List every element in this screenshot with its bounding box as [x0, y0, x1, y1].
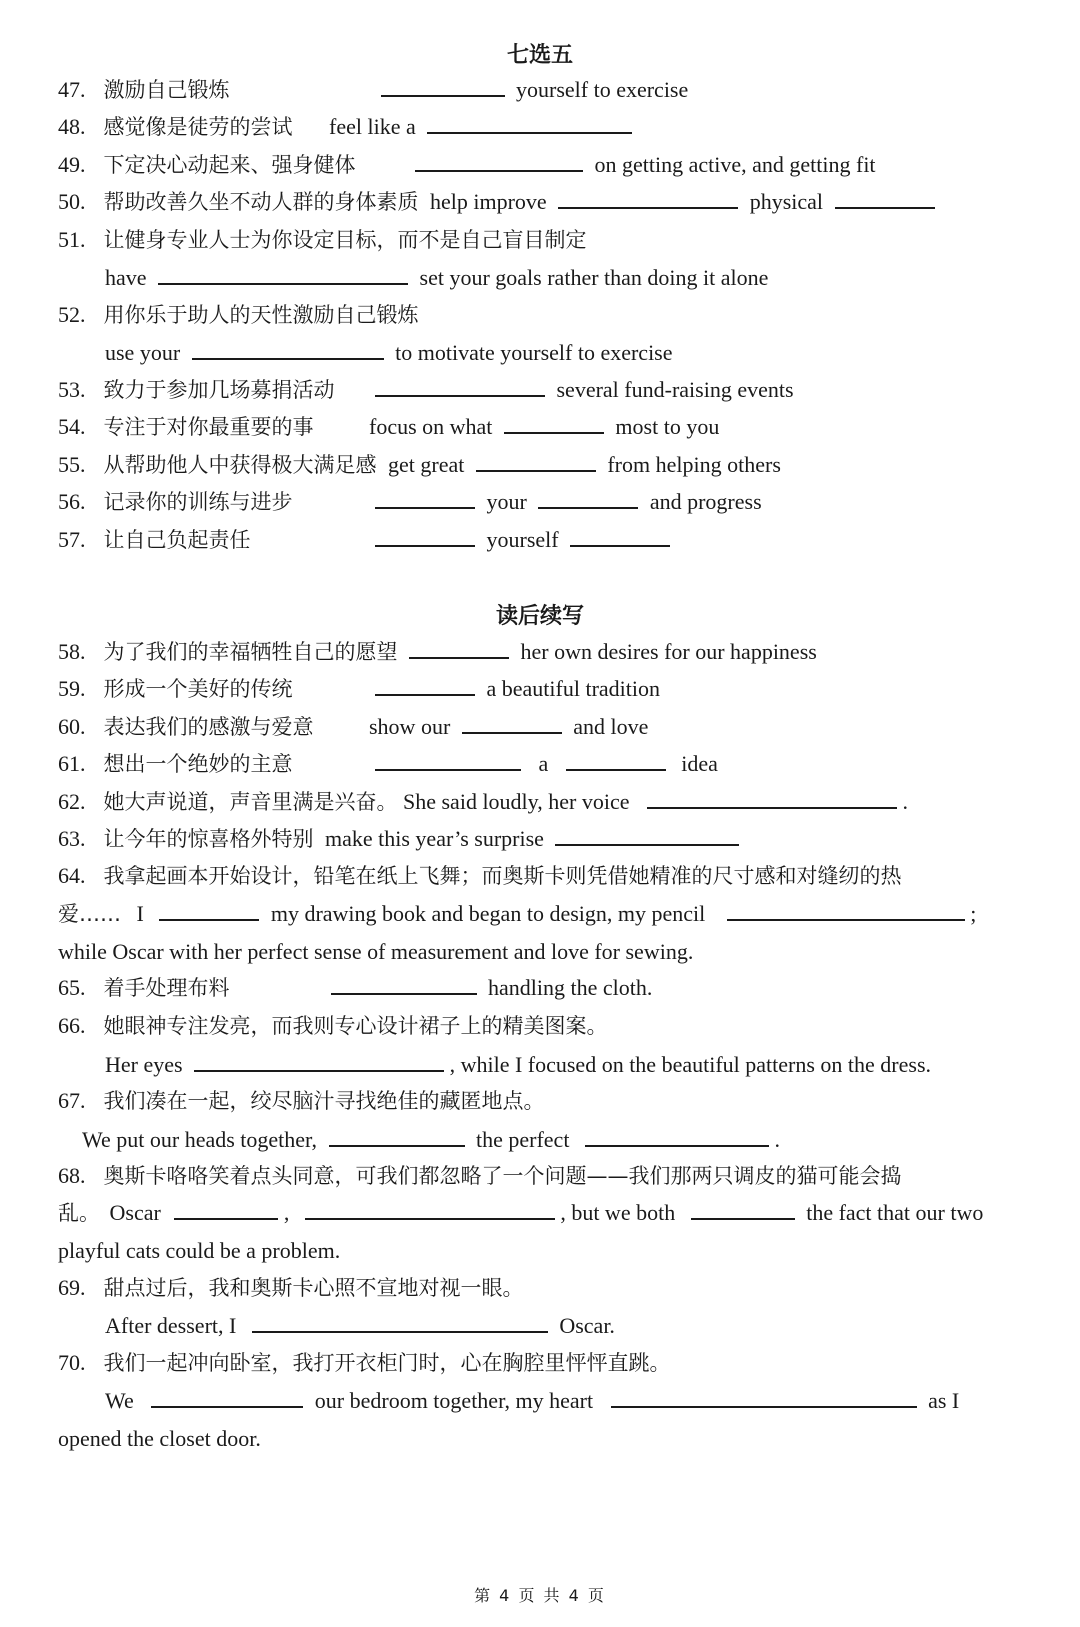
- item-48: 48. 感觉像是徒劳的尝试 feel like a: [58, 112, 1010, 142]
- item-66-answer: Her eyes , while I focused on the beautiful patterns on the dress.: [105, 1052, 931, 1077]
- item-57: 57. 让自己负起责任 yourself: [58, 525, 1010, 555]
- item-68-answer: 乱。 Oscar , , but we both the fact that our two: [58, 1200, 984, 1225]
- answer-blank[interactable]: [305, 1198, 555, 1220]
- item-66: 66. 她眼神专注发亮，而我则专心设计裙子上的精美图案。: [58, 1013, 608, 1038]
- item-52: 52. 用你乐于助人的天性激励自己锻炼: [58, 302, 419, 327]
- item-69: 69. 甜点过后，我和奥斯卡心照不宣地对视一眼。: [58, 1275, 524, 1300]
- answer-blank[interactable]: [174, 1198, 278, 1220]
- answer-blank[interactable]: [375, 487, 475, 509]
- section-title-seven-choose-five: 七选五: [506, 43, 573, 68]
- item-67: 67. 我们凑在一起，绞尽脑汁寻找绝佳的藏匿地点。: [58, 1088, 545, 1113]
- answer-blank[interactable]: [375, 525, 475, 547]
- page-footer: 第 4 页 共 4 页: [474, 1586, 606, 1605]
- item-55: 55. 从帮助他人中获得极大满足感 get great from helping others: [58, 452, 781, 477]
- item-64-answer: 爱…… I my drawing book and began to design, my pencil ;: [58, 901, 977, 926]
- answer-blank[interactable]: [329, 1125, 465, 1147]
- section-title-continuation-writing: 读后续写: [495, 604, 584, 629]
- item-62: 62. 她大声说道，声音里满是兴奋。 She said loudly, her voice .: [58, 789, 908, 814]
- answer-blank[interactable]: [375, 375, 545, 397]
- item-49: 49. 下定决心动起来、强身健体 on getting active, and getting fit: [58, 152, 876, 177]
- answer-blank[interactable]: [415, 150, 583, 172]
- answer-blank[interactable]: [427, 112, 632, 134]
- answer-blank[interactable]: [538, 487, 638, 509]
- answer-blank[interactable]: [647, 787, 897, 809]
- item-65: 65. 着手处理布料 handling the cloth.: [58, 975, 653, 1000]
- answer-blank[interactable]: [381, 75, 505, 97]
- answer-blank[interactable]: [462, 712, 562, 734]
- answer-blank[interactable]: [835, 187, 935, 209]
- answer-blank[interactable]: [331, 973, 477, 995]
- item-63: 63. 让今年的惊喜格外特别 make this year’s surprise: [58, 824, 1010, 854]
- answer-blank[interactable]: [570, 525, 670, 547]
- answer-blank[interactable]: [158, 263, 408, 285]
- answer-blank[interactable]: [691, 1198, 795, 1220]
- item-67-answer: We put our heads together, the perfect .: [82, 1127, 780, 1152]
- answer-blank[interactable]: [558, 187, 738, 209]
- item-56: 56. 记录你的训练与进步 your and progress: [58, 489, 762, 514]
- answer-blank[interactable]: [476, 450, 596, 472]
- item-51: 51. 让健身专业人士为你设定目标，而不是自己盲目制定: [58, 227, 587, 252]
- answer-blank[interactable]: [504, 412, 604, 434]
- item-47: 47. 激励自己锻炼 yourself to exercise: [58, 77, 689, 102]
- item-60: 60. 表达我们的感激与爱意 show our and love: [58, 714, 649, 739]
- answer-blank[interactable]: [194, 1050, 444, 1072]
- item-52-answer: use your to motivate yourself to exercise: [105, 340, 673, 365]
- item-58: 58. 为了我们的幸福牺牲自己的愿望 her own desires for our happiness: [58, 639, 817, 664]
- answer-blank[interactable]: [375, 749, 521, 771]
- item-68-continued: playful cats could be a problem.: [58, 1238, 341, 1263]
- item-51-answer: have set your goals rather than doing it alone: [105, 265, 769, 290]
- item-70-answer: We our bedroom together, my heart as I: [105, 1388, 960, 1413]
- item-50: 50. 帮助改善久坐不动人群的身体素质 help improve physical: [58, 187, 1010, 217]
- item-54: 54. 专注于对你最重要的事 focus on what most to you: [58, 414, 720, 439]
- answer-blank[interactable]: [409, 637, 509, 659]
- item-70-continued: opened the closet door.: [58, 1426, 261, 1451]
- item-59: 59. 形成一个美好的传统 a beautiful tradition: [58, 676, 660, 701]
- item-61: 61. 想出一个绝妙的主意 a idea: [58, 751, 718, 776]
- item-64: 64. 我拿起画本开始设计，铅笔在纸上飞舞；而奥斯卡则凭借她精准的尺寸感和对缝纫的热: [58, 863, 902, 888]
- answer-blank[interactable]: [611, 1386, 917, 1408]
- answer-blank[interactable]: [375, 674, 475, 696]
- answer-blank[interactable]: [252, 1311, 548, 1333]
- answer-blank[interactable]: [585, 1125, 769, 1147]
- item-69-answer: After dessert, I Oscar.: [105, 1313, 615, 1338]
- item-70: 70. 我们一起冲向卧室，我打开衣柜门时，心在胸腔里怦怦直跳。: [58, 1350, 671, 1375]
- item-53: 53. 致力于参加几场募捐活动 several fund-raising events: [58, 377, 794, 402]
- answer-blank[interactable]: [151, 1386, 303, 1408]
- item-64-continued: while Oscar with her perfect sense of measurement and love for sewing.: [58, 939, 694, 964]
- answer-blank[interactable]: [192, 338, 384, 360]
- answer-blank[interactable]: [566, 749, 666, 771]
- item-68: 68. 奥斯卡咯咯笑着点头同意，可我们都忽略了一个问题——我们那两只调皮的猫可能会捣: [58, 1163, 902, 1188]
- answer-blank[interactable]: [555, 824, 739, 846]
- answer-blank[interactable]: [727, 899, 965, 921]
- answer-blank[interactable]: [159, 899, 259, 921]
